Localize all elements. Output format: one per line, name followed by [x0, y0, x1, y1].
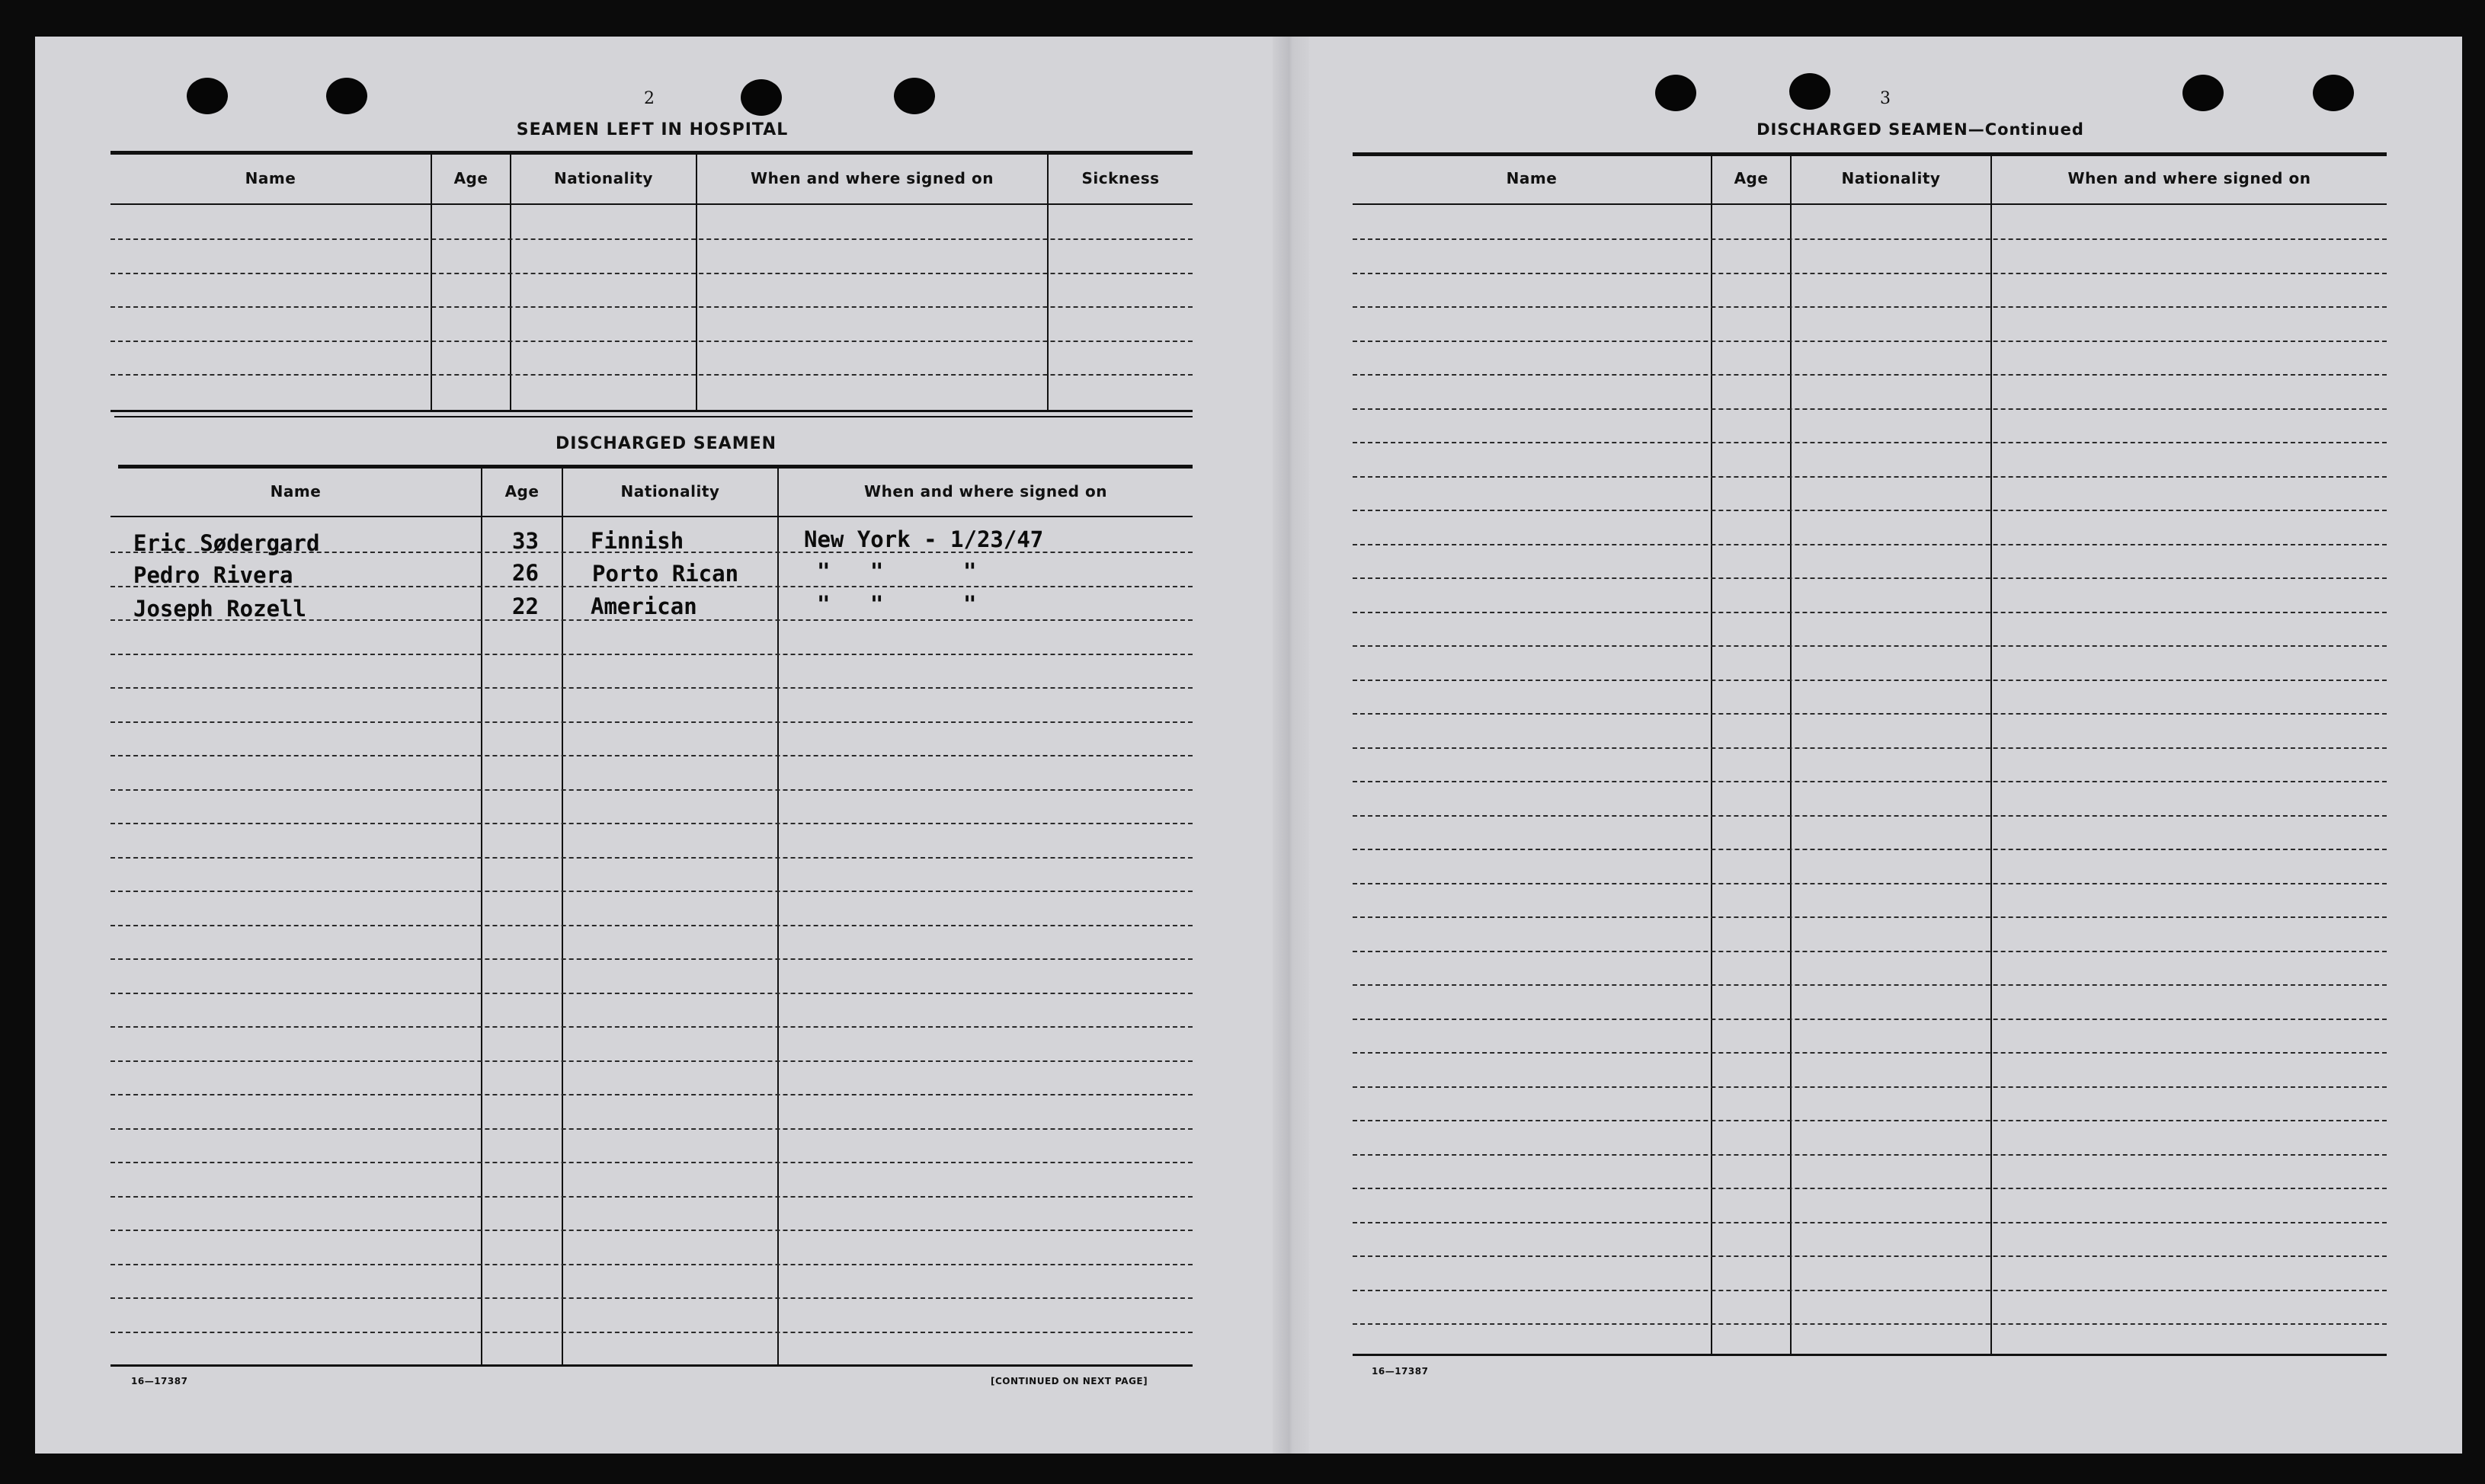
hospital-header-sickness: Sickness: [1081, 169, 1160, 187]
ruled-line: [1353, 1120, 2387, 1121]
ruled-line: [1353, 984, 2387, 986]
ruled-line: [1353, 1052, 2387, 1054]
ruled-line: [1353, 1188, 2387, 1189]
document-sheet: [35, 37, 2462, 1454]
hospital-header-name: Name: [245, 169, 296, 187]
ruled-line: [1353, 341, 2387, 342]
ruled-line: [110, 238, 1193, 240]
ruled-line: [110, 1026, 1193, 1028]
ruled-line: [110, 891, 1193, 892]
hospital-bottom-rule: [110, 410, 1193, 412]
ruled-line: [1353, 612, 2387, 613]
hospital-header-age: Age: [453, 169, 488, 187]
ruled-line: [110, 1264, 1193, 1265]
ruled-line: [1353, 1019, 2387, 1020]
form-number-left: 16—17387: [131, 1376, 188, 1386]
hospital-header-rule: [110, 203, 1193, 205]
ruled-line: [1353, 713, 2387, 715]
right-col-divider: [1990, 156, 1992, 1354]
ruled-line: [110, 1128, 1193, 1130]
ruled-line: [1353, 577, 2387, 579]
hospital-bottom-rule-2: [114, 416, 1193, 417]
form-number-right: 16—17387: [1372, 1366, 1429, 1377]
hospital-col-divider: [510, 155, 511, 411]
ruled-line: [110, 789, 1193, 791]
discharged-top-rule: [118, 465, 1193, 469]
punch-hole: [1789, 73, 1830, 110]
ruled-line: [1353, 476, 2387, 478]
ruled-line: [110, 755, 1193, 756]
ruled-line: [110, 306, 1193, 308]
punch-hole: [187, 78, 228, 114]
seaman-nationality: Finnish: [591, 528, 684, 554]
page-number-right: 3: [1880, 89, 1891, 108]
right-header-nationality: Nationality: [1841, 169, 1941, 187]
right-header-rule: [1353, 203, 2387, 205]
punch-hole: [326, 78, 367, 114]
ruled-line: [110, 687, 1193, 689]
right-top-rule: [1353, 152, 2387, 156]
ruled-line: [110, 1230, 1193, 1231]
ruled-line: [110, 654, 1193, 655]
discharged-header-nationality: Nationality: [620, 482, 720, 501]
ruled-line: [110, 1162, 1193, 1163]
hospital-col-divider: [1047, 155, 1049, 411]
seaman-name: Eric Sødergard: [133, 530, 320, 556]
punch-hole: [894, 78, 935, 114]
right-section-title: DISCHARGED SEAMEN—Continued: [1756, 120, 2084, 139]
seaman-name: Pedro Rivera: [133, 562, 293, 588]
punch-hole: [1655, 75, 1696, 111]
ruled-line: [1353, 680, 2387, 681]
ruled-line: [110, 1196, 1193, 1198]
seaman-age: 26: [512, 560, 539, 586]
ruled-line: [110, 857, 1193, 859]
right-header-name: Name: [1506, 169, 1558, 187]
discharged-header-rule: [110, 516, 1193, 517]
seaman-signed-on: " " ": [817, 558, 977, 584]
punch-hole: [2313, 75, 2354, 111]
ruled-line: [1353, 747, 2387, 749]
ruled-line: [110, 273, 1193, 274]
ruled-line: [1353, 849, 2387, 850]
hospital-header-signed-on: When and where signed on: [751, 169, 994, 187]
page-fold: [1273, 37, 1309, 1454]
ruled-line: [1353, 1323, 2387, 1325]
discharged-bottom-rule: [110, 1364, 1193, 1367]
ruled-line: [110, 925, 1193, 926]
ruled-line: [1353, 1222, 2387, 1223]
ruled-line: [110, 1060, 1193, 1062]
ruled-line: [1353, 273, 2387, 274]
ruled-line: [1353, 238, 2387, 240]
punch-hole: [2182, 75, 2224, 111]
discharged-header-signed-on: When and where signed on: [864, 482, 1107, 501]
ruled-line: [1353, 916, 2387, 918]
ruled-line: [110, 341, 1193, 342]
seaman-age: 33: [512, 528, 539, 554]
continued-note: [CONTINUED ON NEXT PAGE]: [991, 1376, 1148, 1386]
ruled-line: [1353, 951, 2387, 952]
ruled-line: [1353, 510, 2387, 511]
ruled-line: [1353, 306, 2387, 308]
discharged-header-name: Name: [270, 482, 322, 501]
seaman-name: Joseph Rozell: [133, 596, 306, 622]
ruled-line: [1353, 1290, 2387, 1291]
ruled-line: [110, 1332, 1193, 1333]
ruled-line: [110, 374, 1193, 376]
hospital-header-nationality: Nationality: [554, 169, 653, 187]
hospital-col-divider: [431, 155, 432, 411]
ruled-line: [1353, 1154, 2387, 1156]
ruled-line: [1353, 781, 2387, 782]
ruled-line: [1353, 815, 2387, 817]
right-header-age: Age: [1734, 169, 1769, 187]
seaman-age: 22: [512, 593, 539, 619]
ruled-line: [110, 823, 1193, 824]
right-col-divider: [1711, 156, 1712, 1354]
ruled-line: [1353, 1255, 2387, 1257]
seaman-nationality: American: [591, 593, 697, 619]
ruled-line: [1353, 883, 2387, 884]
seaman-nationality: Porto Rican: [592, 561, 739, 587]
ruled-line: [1353, 408, 2387, 410]
ruled-line: [110, 721, 1193, 723]
ruled-line: [110, 1094, 1193, 1095]
ruled-line: [110, 993, 1193, 994]
right-col-divider: [1790, 156, 1792, 1354]
punch-hole: [741, 79, 782, 116]
hospital-top-rule: [110, 151, 1193, 155]
right-bottom-rule: [1353, 1354, 2387, 1356]
discharged-section-title: DISCHARGED SEAMEN: [555, 434, 777, 453]
ruled-line: [1353, 442, 2387, 443]
ruled-line: [1353, 544, 2387, 545]
page-number-left: 2: [644, 89, 655, 108]
discharged-header-age: Age: [504, 482, 540, 501]
seaman-signed-on: " " ": [817, 591, 977, 617]
ruled-line: [110, 1297, 1193, 1299]
right-header-signed-on: When and where signed on: [2067, 169, 2311, 187]
hospital-col-divider: [696, 155, 697, 411]
ruled-line: [1353, 1086, 2387, 1088]
seaman-signed-on: New York - 1/23/47: [804, 526, 1044, 552]
hospital-section-title: SEAMEN LEFT IN HOSPITAL: [516, 120, 789, 139]
ruled-line: [1353, 374, 2387, 376]
ruled-line: [1353, 645, 2387, 647]
ruled-line: [110, 958, 1193, 960]
